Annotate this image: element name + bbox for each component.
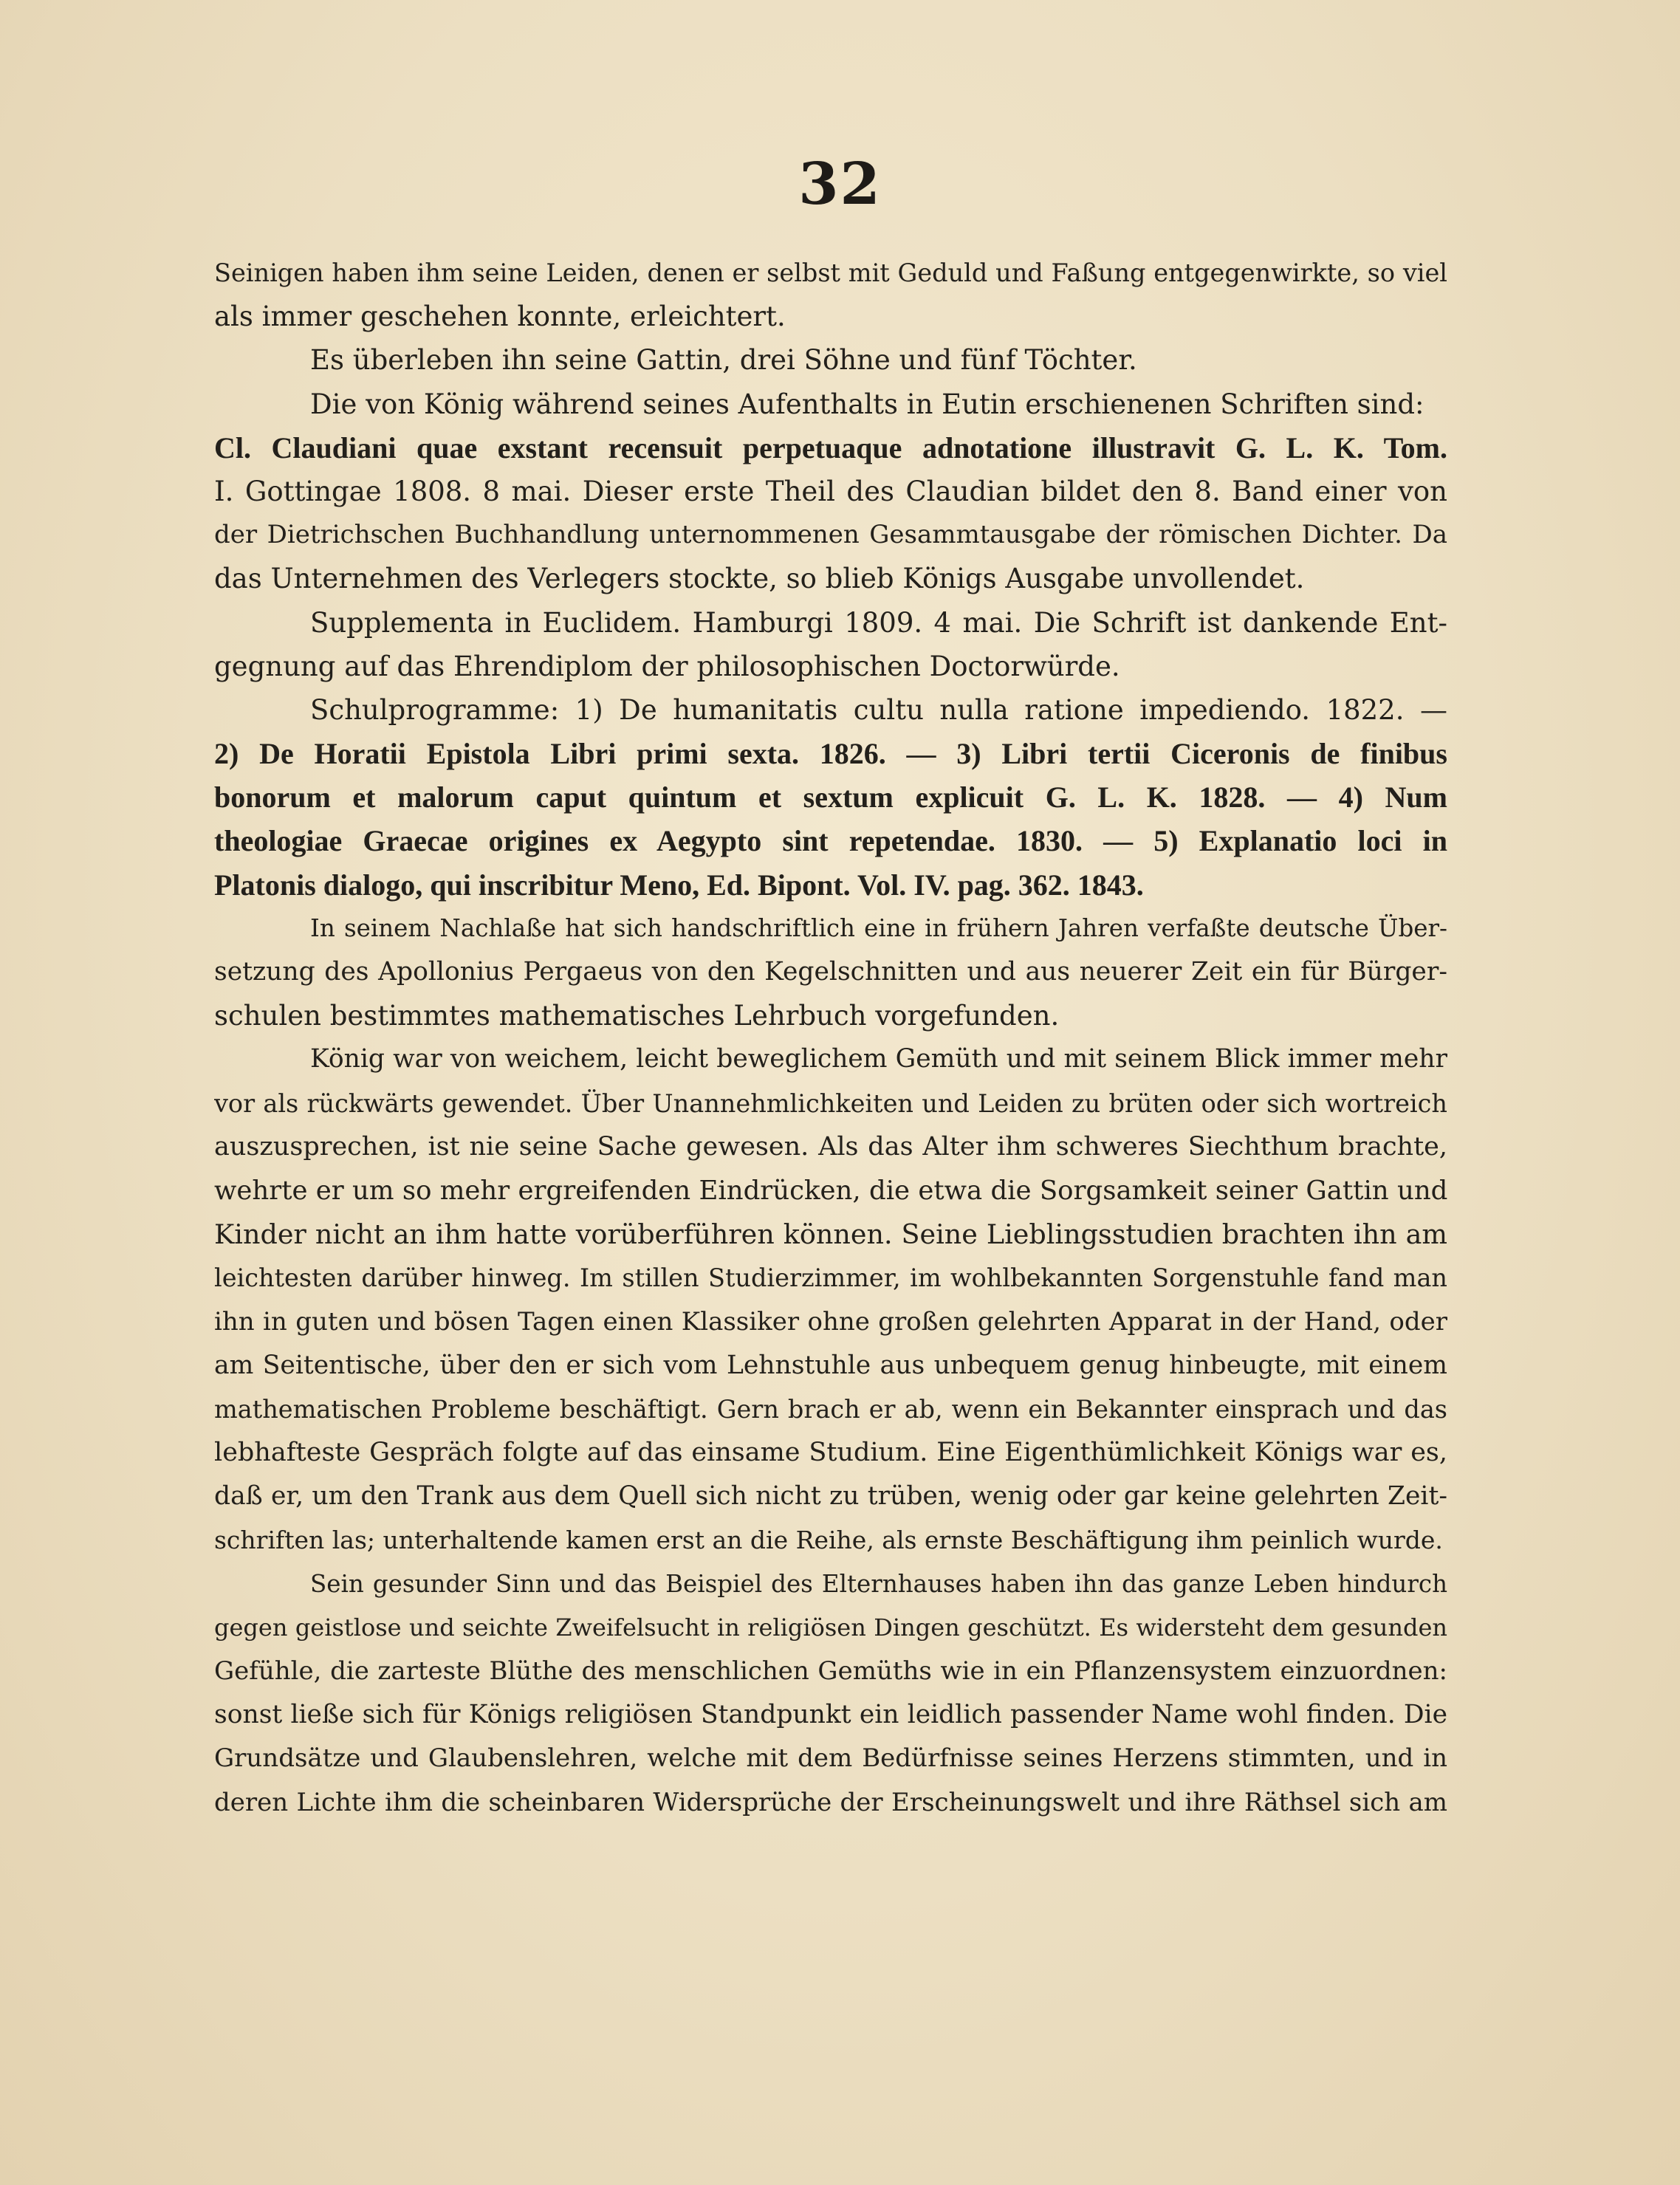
text-line: sonst ließe sich für Königs religiösen Standpunkt ein leidlich passender Name wohl finden. Die	[214, 1700, 1447, 1730]
text-line: lebhafteste Gespräch folgte auf das einsame Studium. Eine Eigenthümlichkeit Königs war es,	[214, 1438, 1447, 1468]
body-text	[214, 251, 1447, 1825]
text-line: leichtesten darüber hinweg. Im stillen Studierzimmer, im wohlbekannten Sorgenstuhle fand man	[214, 1263, 1447, 1293]
text-line: Supplementa in Euclidem. Hamburgi 1809. 4 mai. Die Schrift ist dankende Ent-	[310, 606, 1447, 639]
text-line: am Seitentische, über den er sich vom Lehnstuhle aus unbequem genug hinbeugte, mit einem	[214, 1350, 1447, 1380]
text-line: schulen bestimmtes mathematisches Lehrbuch vorgefunden.	[214, 1000, 1060, 1032]
text-line: König war von weichem, leicht beweglichem Gemüth und mit seinem Blick immer mehr	[310, 1044, 1447, 1074]
text-line: als immer geschehen konnte, erleichtert.	[214, 301, 786, 333]
text-line: mathematischen Probleme beschäftigt. Gern brach er ab, wenn ein Bekannter einsprach und das	[214, 1394, 1447, 1424]
text-line: schriften las; unterhaltende kamen erst an die Reihe, als ernste Beschäftigung ihm peinlich wurde.	[214, 1526, 1443, 1555]
text-line: theologiae Graecae origines ex Aegypto sint repetendae. 1830. — 5) Explanatio loci in	[214, 824, 1447, 858]
text-line: Es überleben ihn seine Gattin, drei Söhne und fünf Töchter.	[310, 344, 1137, 377]
text-line: I. Gottingae 1808. 8 mai. Dieser erste Theil des Claudian bildet den 8. Band einer von	[214, 475, 1447, 507]
text-line: gegen geistlose und seichte Zweifelsucht in religiösen Dingen geschützt. Es widersteht dem gesunden	[214, 1613, 1447, 1642]
text-line: deren Lichte ihm die scheinbaren Widersprüche der Erscheinungswelt und ihre Räthsel sich am	[214, 1787, 1447, 1817]
text-line: setzung des Apollonius Pergaeus von den Kegelschnitten und aus neuerer Zeit ein für Bürger-	[214, 957, 1447, 987]
text-line: 2) De Horatii Epistola Libri primi sexta. 1826. — 3) Libri tertii Ciceronis de finibus	[214, 737, 1447, 771]
text-line: Gefühle, die zarteste Blüthe des menschlichen Gemüths wie in ein Pflanzensystem einzuordnen:	[214, 1656, 1447, 1686]
text-line: Platonis dialogo, qui inscribitur Meno, Ed. Bipont. Vol. IV. pag. 362. 1843.	[214, 868, 1144, 902]
page-number: 32	[798, 151, 882, 218]
text-line: Kinder nicht an ihm hatte vorüberführen können. Seine Lieblingsstudien brachten ihn am	[214, 1218, 1447, 1251]
text-line: Seinigen haben ihm seine Leiden, denen er selbst mit Geduld und Faßung entgegenwirkte, so viel	[214, 258, 1447, 287]
text-line: Grundsätze und Glaubenslehren, welche mit dem Bedürfnisse seines Herzens stimmten, und in	[214, 1743, 1447, 1774]
text-line: Schulprogramme: 1) De humanitatis cultu nulla ratione impediendo. 1822. —	[310, 693, 1447, 726]
text-line: gegnung auf das Ehrendiplom der philosophischen Doctorwürde.	[214, 650, 1120, 682]
text-line: der Dietrichschen Buchhandlung unternommenen Gesammtausgabe der römischen Dichter. Da	[214, 520, 1447, 550]
text-line: Cl. Claudiani quae exstant recensuit perpetuaque adnotatione illustravit G. L. K. Tom.	[214, 431, 1447, 464]
text-line: bonorum et malorum caput quintum et sextum explicuit G. L. K. 1828. — 4) Num	[214, 781, 1447, 814]
text-line: Sein gesunder Sinn und das Beispiel des Elternhauses haben ihn das ganze Leben hindurch	[310, 1569, 1447, 1598]
text-line: daß er, um den Trank aus dem Quell sich nicht zu trüben, wenig oder gar keine gelehrten Zeit-	[214, 1481, 1447, 1512]
text-line: wehrte er um so mehr ergreifenden Eindrücken, die etwa die Sorgsamkeit seiner Gattin und	[214, 1175, 1447, 1206]
text-line: ihn in guten und bösen Tagen einen Klassiker ohne großen gelehrten Apparat in der Hand, oder	[214, 1306, 1447, 1337]
text-line: auszusprechen, ist nie seine Sache gewesen. Als das Alter ihm schweres Siechthum brachte,	[214, 1131, 1447, 1162]
text-line: Die von König während seines Aufenthalts in Eutin erschienenen Schriften sind:	[310, 388, 1424, 420]
text-line: vor als rückwärts gewendet. Über Unannehmlichkeiten und Leiden zu brüten oder sich wortreich	[214, 1088, 1447, 1118]
text-line: das Unternehmen des Verlegers stockte, so blieb Königs Ausgabe unvollendet.	[214, 563, 1305, 595]
text-line: In seinem Nachlaße hat sich handschriftlich eine in frühern Jahren verfaßte deutsche Über-	[310, 913, 1447, 942]
